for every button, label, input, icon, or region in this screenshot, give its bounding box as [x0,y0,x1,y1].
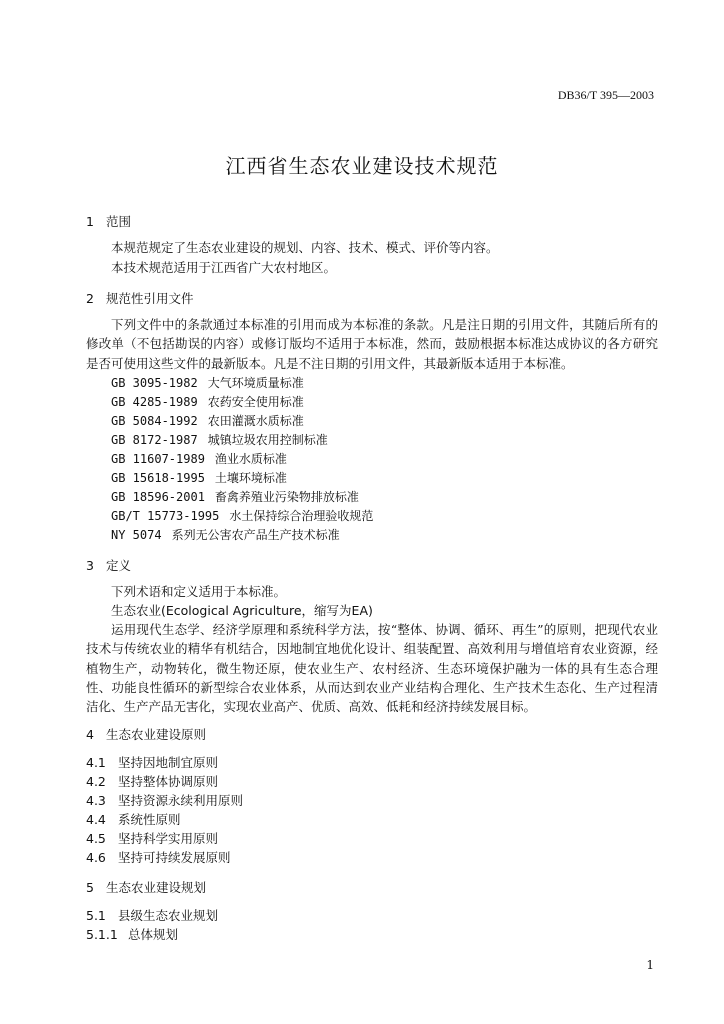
section-heading-principles [86,725,206,743]
reference-name: 城镇垃圾农用控制标准 [207,433,328,447]
reference-code: GB 11607-1989 [111,452,205,466]
principle-text: 坚持可持续发展原则 [118,850,231,865]
document-number: DB36/T 395—2003 [557,88,654,102]
reference-name: 系列无公害农产品生产技术标准 [171,528,340,542]
reference-name: 土壤环境标准 [214,471,287,485]
section-heading-references [86,289,194,307]
principle-text: 系统性原则 [118,812,181,827]
subsubsection-title: 总体规划 [128,927,179,942]
principle-text: 坚持整体协调原则 [118,774,219,789]
reference-code: GB 4285-1989 [111,395,198,409]
section-title: 生态农业建设原则 [106,727,207,742]
principle-item [86,848,231,866]
principle-number: 4.2 [86,774,106,789]
reference-code: GB 8172-1987 [111,433,198,447]
principle-number: 4.1 [86,755,106,770]
reference-item [111,469,287,486]
reference-item [111,507,373,524]
principle-number: 4.5 [86,831,106,846]
section-heading-definitions [86,556,131,574]
principle-number: 4.3 [86,793,106,808]
references-paragraph: 下列文件中的条款通过本标准的引用而成为本标准的条款。凡是注日期的引用文件，其随后所有的修改单（不包括勘误的内容）或修订版均不适用于本标准，然而，鼓励根据本标准达成协议的各方研究是否可使用这些文件的最新版本。凡是不注日期的引用文件，其最新版本适用于本标准。 [86,317,658,371]
reference-name: 渔业水质标准 [214,452,287,466]
reference-item [111,374,304,391]
principle-item [86,829,218,847]
subsection-number: 5.1 [86,908,106,923]
document-title: 江西省生态农业建设技术规范 [225,154,499,178]
section-heading-scope [86,212,131,230]
reference-code: NY 5074 [111,528,162,542]
section-title: 规范性引用文件 [106,291,194,306]
reference-code: GB/T 15773-1995 [111,509,220,523]
scope-line: 本技术规范适用于江西省广大农村地区。 [111,260,337,275]
scope-line: 本规范规定了生态农业建设的规划、内容、技术、模式、评价等内容。 [111,240,499,255]
principle-item [86,810,181,828]
reference-item [111,526,340,543]
section-number: 4 [86,727,94,742]
reference-code: GB 15618-1995 [111,471,205,485]
definition-paragraph: 运用现代生态学、经济学原理和系统科学方法，按“整体、协调、循环、再生”的原则，把现代农业技术与传统农业的精华有机结合，因地制宜地优化设计、组装配置、高效利用与增值培育农业资源，经植物生产，动物转化，微生物还原，使农业生产、农村经济、生态环境保护融为一体的具有生态合理性、功能良性循环的新型综合农业体系，从而达到农业产业结构合理化、生产技术生态化、生产过程清洁化、生产产品无害化，实现农业高产、优质、高效、低耗和经济持续发展目标。 [86,622,658,715]
principle-number: 4.4 [86,812,106,827]
definitions-intro: 下列术语和定义适用于本标准。 [111,584,287,599]
reference-name: 畜禽养殖业污染物排放标准 [214,490,359,504]
section-number: 5 [86,880,94,895]
section-title: 范围 [106,214,132,229]
section-title: 生态农业建设规划 [106,880,207,895]
definition-term: 生态农业(Ecological Agriculture，缩写为EA) [111,603,373,618]
section-number: 3 [86,558,94,573]
principle-number: 4.6 [86,850,106,865]
reference-code: GB 18596-2001 [111,490,205,504]
reference-name: 农药安全使用标准 [207,395,304,409]
reference-code: GB 5084-1992 [111,414,198,428]
principle-text: 坚持因地制宜原则 [118,755,219,770]
principle-text: 坚持科学实用原则 [118,831,219,846]
reference-item [111,450,287,467]
principle-text: 坚持资源永续利用原则 [118,793,244,808]
page-number: 1 [646,958,654,972]
subsubsection-number: 5.1.1 [86,927,118,942]
principle-item [86,772,218,790]
reference-code: GB 3095-1982 [111,376,198,390]
section-heading-planning [86,878,206,896]
reference-item [111,412,304,429]
reference-name: 农田灌溉水质标准 [207,414,304,428]
subsection-heading [86,906,218,924]
reference-name: 水土保持综合治理验收规范 [229,509,374,523]
reference-name: 大气环境质量标准 [207,376,304,390]
reference-item [111,488,359,505]
principle-item [86,753,218,771]
section-number: 2 [86,291,94,306]
reference-item [111,393,304,410]
subsection-title: 县级生态农业规划 [118,908,219,923]
section-title: 定义 [106,558,132,573]
principle-item [86,791,243,809]
subsubsection-heading [86,925,178,943]
section-number: 1 [86,214,94,229]
reference-item [111,431,328,448]
